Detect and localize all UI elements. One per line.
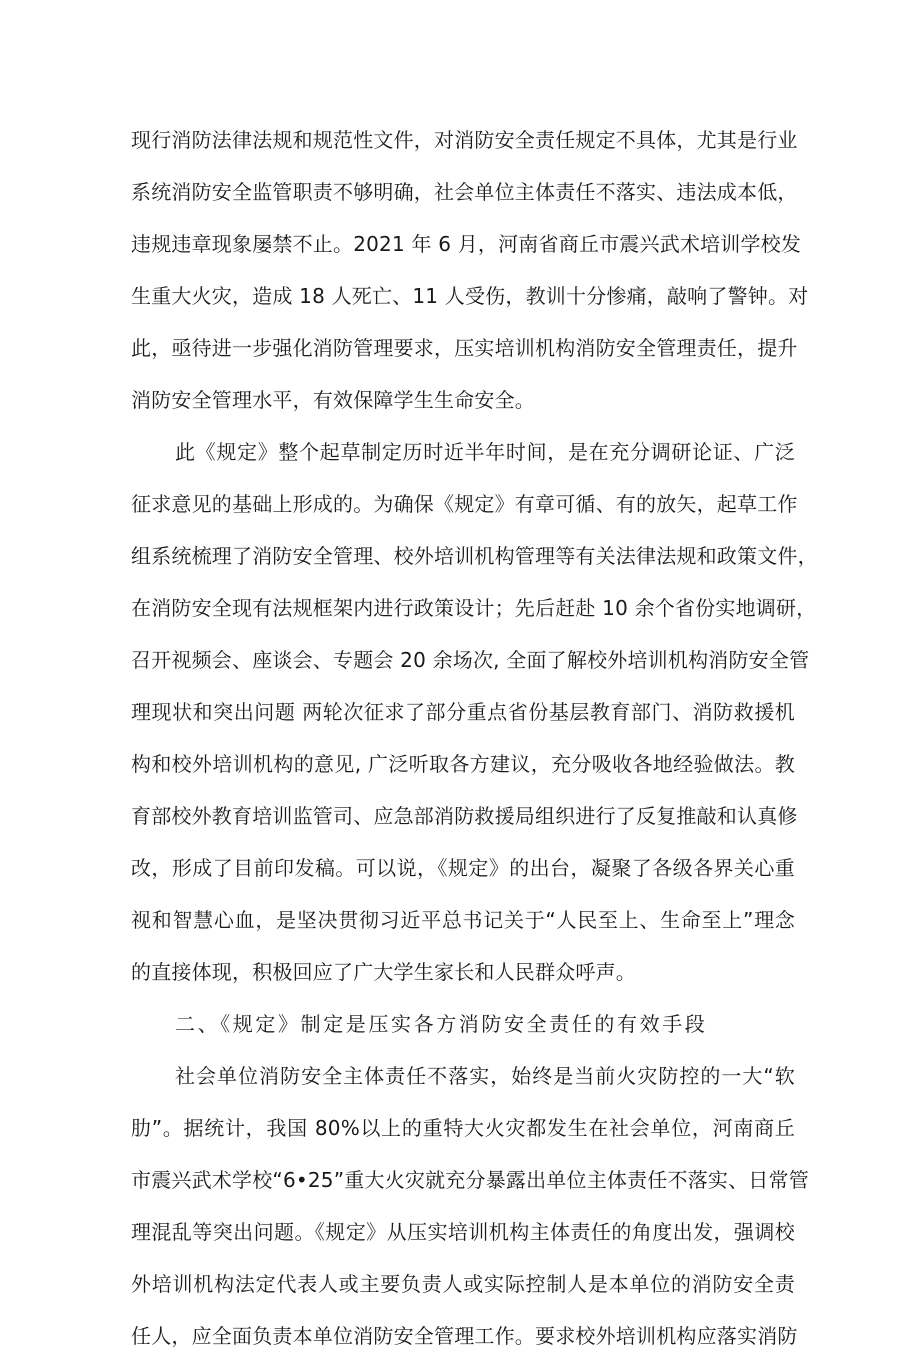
paragraph-3-line-4: 理混乱等突出问题。《规定》从压实培训机构主体责任的角度出发，强调校: [131, 1220, 795, 1244]
section-heading-2: 二、《规定》制定是压实各方消防安全责任的有效手段: [175, 1012, 708, 1036]
paragraph-1-line-6: 消防安全管理水平，有效保障学生生命安全。: [131, 388, 535, 412]
paragraph-2-line-2: 征求意见的基础上形成的。为确保《规定》有章可循、有的放矢，起草工作: [131, 492, 798, 516]
paragraph-2-line-5: 召开视频会、座谈会、专题会 20 余场次, 全面了解校外培训机构消防安全管: [131, 648, 810, 672]
paragraph-3-line-2: 肋”。据统计，我国 80%以上的重特大火灾都发生在社会单位，河南商丘: [131, 1116, 795, 1140]
paragraph-2-line-1: 此《规定》整个起草制定历时近半年时间，是在充分调研论证、广泛: [175, 440, 795, 464]
paragraph-1-line-2: 系统消防安全监管职责不够明确，社会单位主体责任不落实、违法成本低，: [131, 180, 798, 204]
paragraph-3-line-6: 任人，应全面负责本单位消防安全管理工作。要求校外培训机构应落实消防: [131, 1324, 798, 1348]
paragraph-2-line-4: 在消防安全现有法规框架内进行政策设计；先后赶赴 10 余个省份实地调研，: [131, 596, 817, 620]
paragraph-1-line-5: 此，亟待进一步强化消防管理要求，压实培训机构消防安全管理责任，提升: [131, 336, 798, 360]
paragraph-2-line-7: 构和校外培训机构的意见, 广泛听取各方建议，充分吸收各地经验做法。教: [131, 752, 795, 776]
document-body: [131, 114, 818, 1362]
paragraph-2-line-3: 组系统梳理了消防安全管理、校外培训机构管理等有关法律法规和政策文件，: [131, 544, 818, 568]
paragraph-2-line-11: 的直接体现，积极回应了广大学生家长和人民群众呼声。: [131, 960, 636, 984]
paragraph-3-line-3: 市震兴武术学校“6•25”重大火灾就充分暴露出单位主体责任不落实、日常管: [131, 1168, 809, 1192]
paragraph-3-line-5: 外培训机构法定代表人或主要负责人或实际控制人是本单位的消防安全责: [131, 1272, 795, 1296]
paragraph-2-line-9: 改，形成了目前印发稿。可以说，《规定》的出台，凝聚了各级各界关心重: [131, 856, 795, 880]
paragraph-2-line-10: 视和智慧心血，是坚决贯彻习近平总书记关于“人民至上、生命至上”理念: [131, 908, 795, 932]
paragraph-1-line-3: 违规违章现象屡禁不止。2021 年 6 月，河南省商丘市震兴武术培训学校发: [131, 232, 802, 256]
paragraph-1-line-4: 生重大火灾，造成 18 人死亡、11 人受伤，教训十分惨痛，敲响了警钟。对: [131, 284, 809, 308]
paragraph-1-line-1: 现行消防法律法规和规范性文件，对消防安全责任规定不具体，尤其是行业: [131, 128, 798, 152]
paragraph-2-line-6: 理现状和突出问题 两轮次征求了部分重点省份基层教育部门、消防救援机: [131, 700, 795, 724]
paragraph-2-line-8: 育部校外教育培训监管司、应急部消防救援局组织进行了反复推敲和认真修: [131, 804, 798, 828]
paragraph-3-line-1: 社会单位消防安全主体责任不落实，始终是当前火灾防控的一大“软: [175, 1064, 795, 1088]
